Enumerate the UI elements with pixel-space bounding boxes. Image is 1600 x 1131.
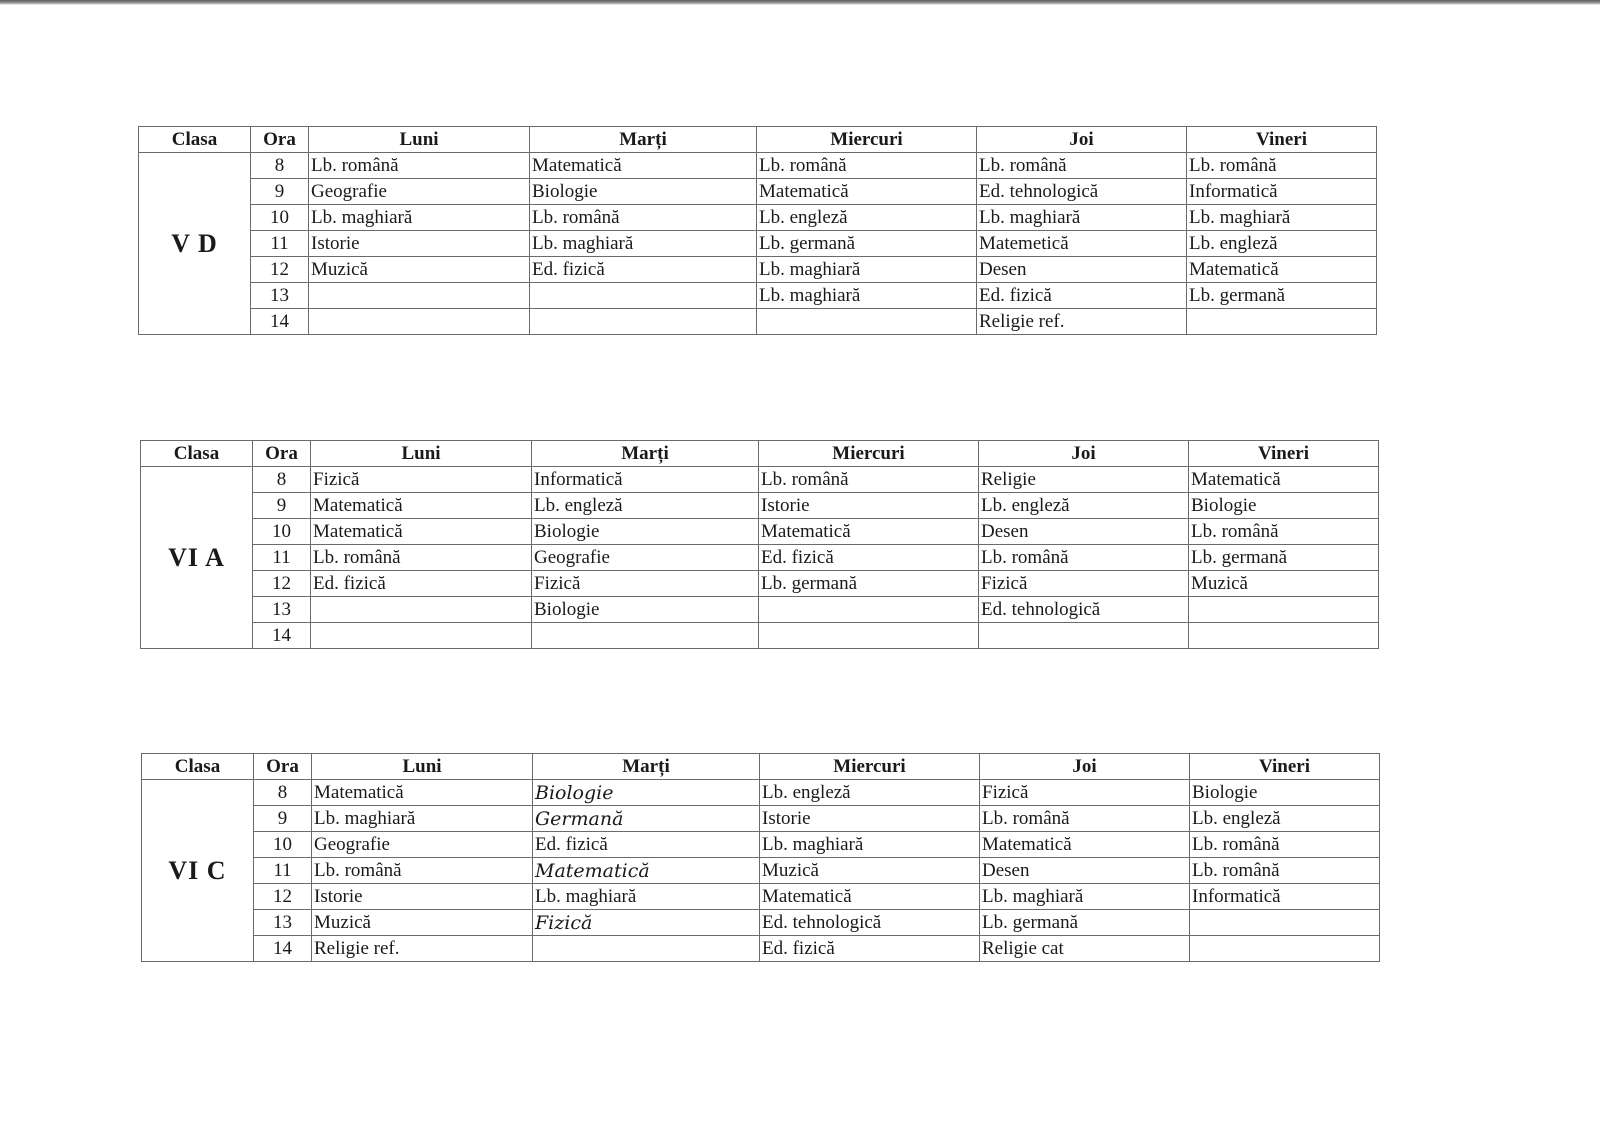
subject-cell: Lb. engleză [1187,231,1377,257]
subject-cell: Fizică [980,780,1190,806]
subject-cell: Ed. fizică [759,545,979,571]
subject-cell: Lb. maghiară [760,832,980,858]
subject-cell: Lb. engleză [1190,806,1380,832]
header-joi: Joi [979,441,1189,467]
subject-cell: Fizică [532,571,759,597]
subject-cell: Matematică [757,179,977,205]
subject-cell: Lb. germană [1189,545,1379,571]
hour-cell: 13 [251,283,309,309]
class-name: V D [139,153,251,335]
subject-cell: Lb. maghiară [1187,205,1377,231]
subject-cell [1189,623,1379,649]
subject-cell: Lb. română [1190,832,1380,858]
subject-cell: Ed. fizică [311,571,532,597]
subject-cell: Lb. română [979,545,1189,571]
class-name: VI C [142,780,254,962]
subject-cell: Fizică [311,467,532,493]
header-ora: Ora [254,754,312,780]
header-vineri: Vineri [1189,441,1379,467]
subject-cell: Desen [980,858,1190,884]
subject-cell: Lb. română [1187,153,1377,179]
scan-edge [0,0,1600,5]
handwritten-subject-cell: Matematică [533,858,760,884]
subject-cell: Lb. română [1190,858,1380,884]
subject-cell: Matematică [312,780,533,806]
hour-cell: 10 [251,205,309,231]
hour-cell: 10 [254,832,312,858]
header-luni: Luni [311,441,532,467]
subject-cell: Biologie [532,519,759,545]
subject-cell: Geografie [532,545,759,571]
table-row [141,467,1379,493]
header-luni: Luni [309,127,530,153]
header-marti: Marți [530,127,757,153]
header-row [142,754,1380,780]
subject-cell [533,936,760,962]
handwritten-subject-cell: Fizică [533,910,760,936]
subject-cell: Biologie [1190,780,1380,806]
hour-cell: 14 [254,936,312,962]
table-row [142,780,1380,806]
header-marti: Marți [532,441,759,467]
subject-cell: Lb. română [312,858,533,884]
hour-cell: 11 [251,231,309,257]
subject-cell: Lb. română [759,467,979,493]
subject-cell: Lb. germană [757,231,977,257]
subject-cell: Lb. maghiară [757,257,977,283]
subject-cell: Lb. germană [759,571,979,597]
subject-cell: Biologie [532,597,759,623]
subject-cell [757,309,977,335]
table-row [142,832,1380,858]
hour-cell: 8 [251,153,309,179]
header-joi: Joi [980,754,1190,780]
subject-cell: Ed. tehnologică [977,179,1187,205]
subject-cell: Ed. fizică [977,283,1187,309]
hour-cell: 13 [254,910,312,936]
subject-cell: Lb. română [530,205,757,231]
timetable-vi-a [140,440,1379,649]
subject-cell: Geografie [312,832,533,858]
subject-cell: Muzică [309,257,530,283]
subject-cell [311,623,532,649]
hour-cell: 12 [251,257,309,283]
subject-cell: Desen [979,519,1189,545]
hour-cell: 14 [253,623,311,649]
subject-cell [759,597,979,623]
subject-cell: Istorie [760,806,980,832]
header-ora: Ora [251,127,309,153]
subject-cell: Ed. tehnologică [979,597,1189,623]
subject-cell [1187,309,1377,335]
subject-cell: Lb. maghiară [530,231,757,257]
header-ora: Ora [253,441,311,467]
subject-cell [1189,597,1379,623]
hour-cell: 8 [253,467,311,493]
hour-cell: 12 [253,571,311,597]
subject-cell [309,283,530,309]
subject-cell: Matemetică [977,231,1187,257]
subject-cell [530,283,757,309]
table-row [142,884,1380,910]
subject-cell: Muzică [312,910,533,936]
subject-cell: Lb. maghiară [309,205,530,231]
subject-cell: Lb. maghiară [757,283,977,309]
subject-cell [979,623,1189,649]
subject-cell: Lb. română [309,153,530,179]
subject-cell [1190,936,1380,962]
subject-cell: Lb. română [757,153,977,179]
subject-cell: Ed. tehnologică [760,910,980,936]
subject-cell: Informatică [532,467,759,493]
header-clasa: Clasa [141,441,253,467]
table-row [142,910,1380,936]
hour-cell: 14 [251,309,309,335]
hour-cell: 8 [254,780,312,806]
table-row [142,858,1380,884]
subject-cell: Lb. română [977,153,1187,179]
header-row [141,441,1379,467]
subject-cell: Muzică [1189,571,1379,597]
subject-cell: Istorie [309,231,530,257]
subject-cell: Religie [979,467,1189,493]
table-row [139,205,1377,231]
header-miercuri: Miercuri [759,441,979,467]
subject-cell: Lb. germană [980,910,1190,936]
table-row [139,309,1377,335]
subject-cell: Matematică [760,884,980,910]
subject-cell: Matematică [311,493,532,519]
subject-cell: Religie ref. [312,936,533,962]
subject-cell: Matematică [311,519,532,545]
header-marti: Marți [533,754,760,780]
hour-cell: 11 [253,545,311,571]
subject-cell: Geografie [309,179,530,205]
subject-cell: Matematică [980,832,1190,858]
subject-cell: Lb. germană [1187,283,1377,309]
subject-cell: Ed. fizică [530,257,757,283]
header-vineri: Vineri [1187,127,1377,153]
subject-cell: Matematică [530,153,757,179]
subject-cell: Lb. maghiară [980,884,1190,910]
header-clasa: Clasa [139,127,251,153]
table-row [142,806,1380,832]
header-miercuri: Miercuri [757,127,977,153]
hour-cell: 11 [254,858,312,884]
timetable-v-d [138,126,1377,335]
table-row [141,545,1379,571]
subject-cell: Religie ref. [977,309,1187,335]
subject-cell: Lb. engleză [532,493,759,519]
header-clasa: Clasa [142,754,254,780]
table-row [141,519,1379,545]
header-row [139,127,1377,153]
subject-cell: Ed. fizică [760,936,980,962]
header-vineri: Vineri [1190,754,1380,780]
header-luni: Luni [312,754,533,780]
hour-cell: 9 [253,493,311,519]
subject-cell: Informatică [1190,884,1380,910]
subject-cell: Desen [977,257,1187,283]
subject-cell [532,623,759,649]
subject-cell: Biologie [1189,493,1379,519]
subject-cell: Lb. română [1189,519,1379,545]
table-row [141,597,1379,623]
subject-cell: Lb. engleză [760,780,980,806]
subject-cell [1190,910,1380,936]
subject-cell: Lb. română [980,806,1190,832]
subject-cell: Lb. maghiară [312,806,533,832]
subject-cell: Fizică [979,571,1189,597]
subject-cell: Informatică [1187,179,1377,205]
subject-cell: Lb. maghiară [977,205,1187,231]
handwritten-subject-cell: Biologie [533,780,760,806]
timetable-vi-c [141,753,1380,962]
table-row [139,283,1377,309]
subject-cell: Istorie [312,884,533,910]
subject-cell: Muzică [760,858,980,884]
subject-cell: Lb. engleză [757,205,977,231]
handwritten-subject-cell: Germană [533,806,760,832]
table-row [141,571,1379,597]
subject-cell [311,597,532,623]
class-name: VI A [141,467,253,649]
header-miercuri: Miercuri [760,754,980,780]
hour-cell: 9 [251,179,309,205]
table-row [139,179,1377,205]
table-row [142,936,1380,962]
subject-cell: Biologie [530,179,757,205]
table-row [139,257,1377,283]
subject-cell: Ed. fizică [533,832,760,858]
table-row [141,623,1379,649]
subject-cell: Matematică [1187,257,1377,283]
subject-cell: Lb. maghiară [533,884,760,910]
table-row [141,493,1379,519]
hour-cell: 13 [253,597,311,623]
subject-cell [309,309,530,335]
subject-cell: Istorie [759,493,979,519]
hour-cell: 12 [254,884,312,910]
subject-cell: Lb. engleză [979,493,1189,519]
header-joi: Joi [977,127,1187,153]
table-row [139,153,1377,179]
table-row [139,231,1377,257]
hour-cell: 9 [254,806,312,832]
subject-cell [759,623,979,649]
subject-cell [530,309,757,335]
subject-cell: Matematică [759,519,979,545]
subject-cell: Lb. română [311,545,532,571]
subject-cell: Matematică [1189,467,1379,493]
hour-cell: 10 [253,519,311,545]
subject-cell: Religie cat [980,936,1190,962]
